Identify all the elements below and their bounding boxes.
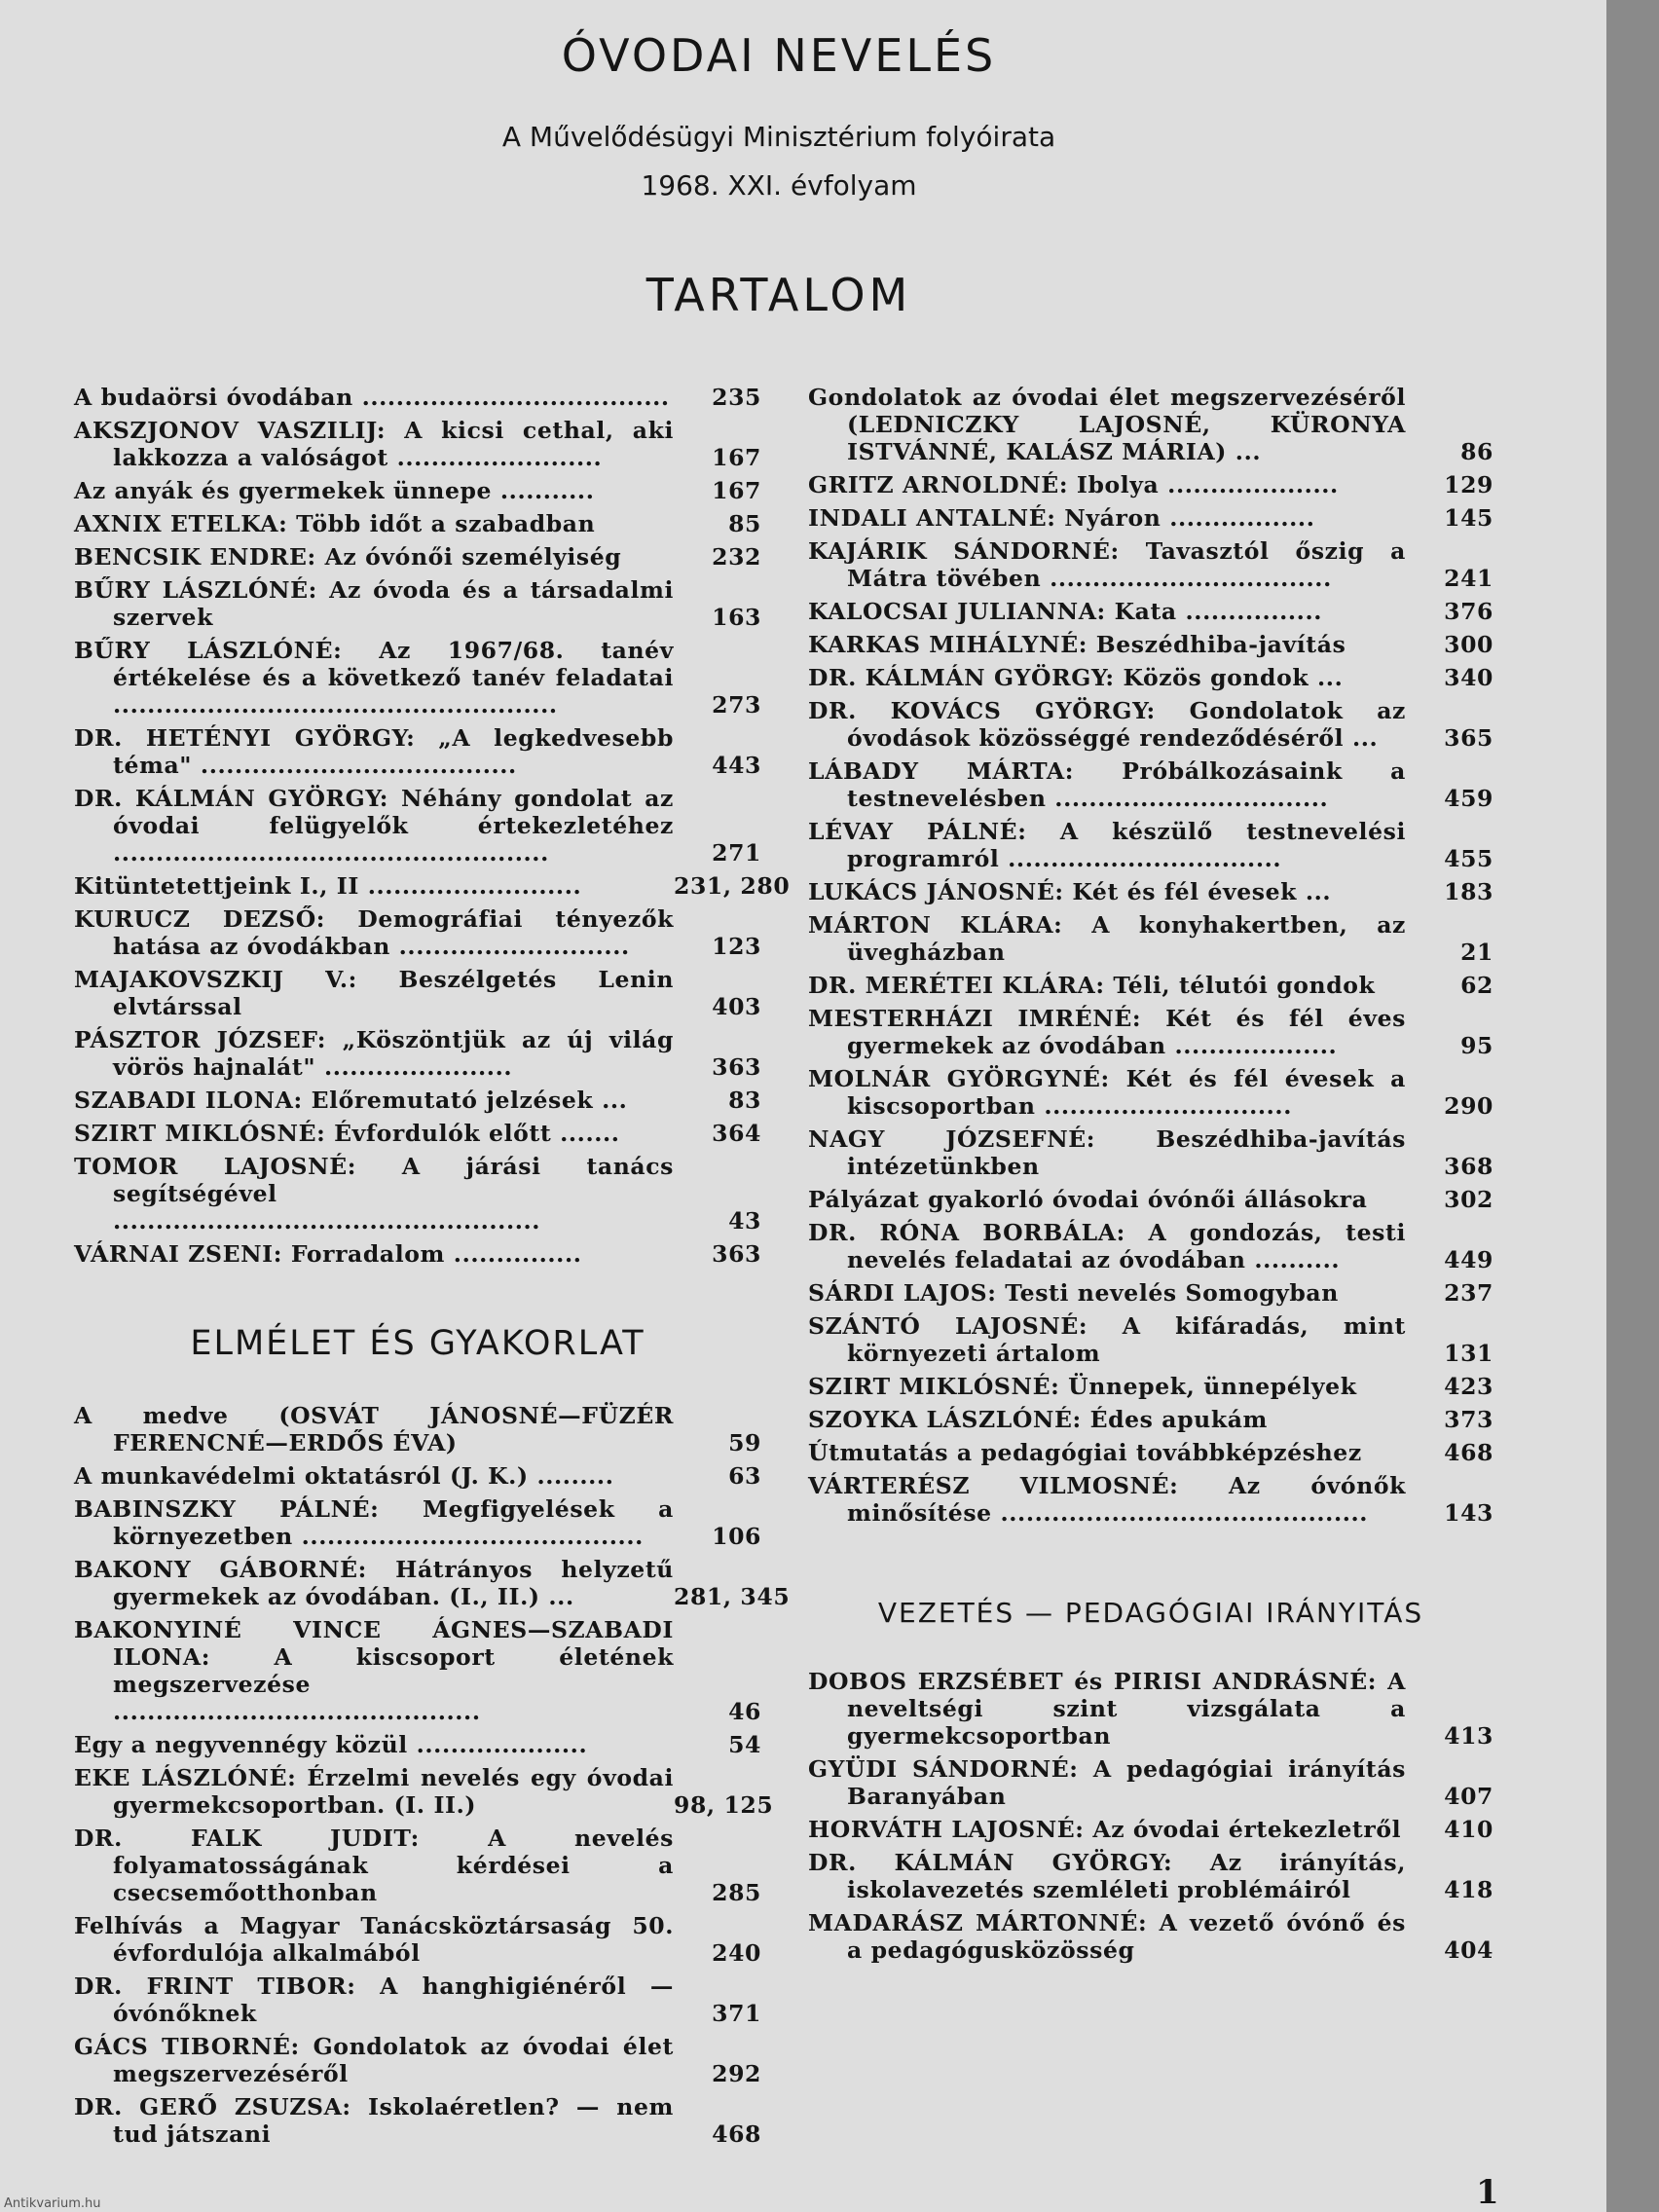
toc-entry bbox=[808, 1755, 1493, 1810]
toc-entry-page: 59 bbox=[728, 1429, 761, 1456]
toc-entry-title: KARKAS MIHÁLYNÉ: Beszédhiba-javítás bbox=[808, 631, 1346, 658]
toc-entry-page: 407 bbox=[1444, 1783, 1493, 1810]
toc-entry-page: 232 bbox=[712, 543, 761, 571]
toc-entry bbox=[74, 966, 761, 1020]
toc-entry-page: 273 bbox=[712, 691, 761, 719]
toc-entry bbox=[808, 384, 1493, 465]
toc-entry-page: 443 bbox=[712, 752, 761, 779]
toc-entry-title: SZABADI ILONA: Előremutató jelzések ... bbox=[74, 1087, 628, 1114]
section-title-vezetes: VEZETÉS — PEDAGÓGIAI IRÁNYITÁS bbox=[877, 1597, 1424, 1629]
toc-entry bbox=[74, 1731, 761, 1758]
toc-entry bbox=[808, 1219, 1493, 1273]
toc-entry bbox=[74, 1087, 761, 1114]
toc-entry-page: 98, 125 bbox=[674, 1791, 774, 1819]
toc-entry-page: 271 bbox=[712, 839, 761, 866]
toc-entry-title: LÉVAY PÁLNÉ: A készülő testnevelési programról ................................ bbox=[808, 818, 1406, 872]
toc-entry-title: SZOYKA LÁSZLÓNÉ: Édes apukám bbox=[808, 1406, 1269, 1433]
toc-entry bbox=[74, 417, 761, 471]
toc-entry-title: SÁRDI LAJOS: Testi nevelés Somogyban bbox=[808, 1279, 1339, 1307]
toc-entry-title: LÁBADY MÁRTA: Próbálkozásaink a testnevelésben ................................ bbox=[808, 757, 1406, 812]
toc-entry bbox=[808, 504, 1493, 532]
toc-entry bbox=[74, 1616, 761, 1725]
toc-entry bbox=[74, 1912, 761, 1967]
toc-entry-page: 241 bbox=[1444, 565, 1493, 592]
toc-entry-page: 376 bbox=[1444, 598, 1493, 625]
toc-entry bbox=[74, 1556, 791, 1610]
toc-entry bbox=[74, 1825, 761, 1906]
toc-entry-title: BAKONY GÁBORNÉ: Hátrányos helyzetű gyermekek az óvodában. (I., II.) ... bbox=[74, 1556, 674, 1610]
toc-entry bbox=[808, 1439, 1493, 1466]
toc-entry-title: DR. KÁLMÁN GYÖRGY: Az irányítás, iskolavezetés szemléleti problémáiról bbox=[808, 1849, 1406, 1903]
toc-entry bbox=[74, 1495, 761, 1550]
toc-entry-page: 455 bbox=[1444, 845, 1493, 872]
toc-entry-title: Pályázat gyakorló óvodai óvónői állásokra bbox=[808, 1186, 1368, 1213]
toc-entry-title: BABINSZKY PÁLNÉ: Megfigyelések a környezetben ........................................ bbox=[74, 1495, 674, 1550]
toc-entry-title: DR. GERŐ ZSUZSA: Iskolaéretlen? — nem tud játszani bbox=[74, 2093, 674, 2148]
toc-entry bbox=[74, 724, 761, 779]
toc-entry bbox=[808, 697, 1493, 752]
toc-entry-page: 365 bbox=[1444, 724, 1493, 752]
toc-entry-title: MOLNÁR GYÖRGYNÉ: Két és fél évesek a kiscsoportban ............................. bbox=[808, 1065, 1406, 1120]
toc-entry-title: DR. HETÉNYI GYÖRGY: „A legkedvesebb téma" ..................................... bbox=[74, 724, 674, 779]
toc-entry-page: 167 bbox=[712, 477, 761, 504]
toc-entry-title: Gondolatok az óvodai élet megszervezéséről (LEDNICZKY LAJOSNÉ, KÜRONYA ISTVÁNNÉ, KALÁSZ MÁRIA) ... bbox=[808, 384, 1406, 465]
toc-entry bbox=[808, 1373, 1493, 1400]
toc-entry-page: 86 bbox=[1460, 438, 1493, 465]
toc-entry-page: 423 bbox=[1444, 1373, 1493, 1400]
toc-entry bbox=[74, 905, 761, 960]
journal-title: ÓVODAI NEVELÉS bbox=[561, 29, 997, 82]
toc-entry bbox=[808, 911, 1493, 966]
toc-entry bbox=[74, 1026, 761, 1081]
toc-entry-title: INDALI ANTALNÉ: Nyáron ................. bbox=[808, 504, 1315, 532]
toc-entry-title: DR. MERÉTEI KLÁRA: Téli, télutói gondok bbox=[808, 972, 1376, 999]
toc-entry-title: DR. FALK JUDIT: A nevelés folyamatosságának kérdései a csecsemőotthonban bbox=[74, 1825, 674, 1906]
toc-entry bbox=[808, 1909, 1493, 1964]
toc-entry-title: KURUCZ DEZSŐ: Demográfiai tényezők hatása az óvodákban ........................... bbox=[74, 905, 674, 960]
toc-entry-page: 449 bbox=[1444, 1246, 1493, 1273]
toc-entry bbox=[74, 785, 761, 866]
toc-entry-page: 131 bbox=[1444, 1340, 1493, 1367]
toc-entry bbox=[808, 818, 1493, 872]
toc-entry-title: VÁRNAI ZSENI: Forradalom ............... bbox=[74, 1240, 582, 1268]
toc-entry bbox=[74, 2093, 761, 2148]
toc-entry-title: SZIRT MIKLÓSNÉ: Évfordulók előtt ....... bbox=[74, 1120, 620, 1147]
toc-entry bbox=[808, 1186, 1493, 1213]
toc-entry bbox=[74, 477, 761, 504]
toc-entry-title: PÁSZTOR JÓZSEF: „Köszöntjük az új világ vörös hajnalát" ...................... bbox=[74, 1026, 674, 1081]
toc-entry-page: 106 bbox=[712, 1523, 761, 1550]
toc-entry bbox=[808, 1065, 1493, 1120]
toc-entry-page: 340 bbox=[1444, 664, 1493, 691]
toc-entry-page: 167 bbox=[712, 444, 761, 471]
watermark-footer: Antikvarium.hu bbox=[4, 2196, 101, 2211]
right-column bbox=[808, 384, 1493, 1970]
page-number: 1 bbox=[1476, 2173, 1499, 2212]
toc-entry-page: 85 bbox=[728, 510, 761, 537]
toc-entry bbox=[808, 598, 1493, 625]
toc-entry-page: 143 bbox=[1444, 1499, 1493, 1527]
toc-entry-title: DR. RÓNA BORBÁLA: A gondozás, testi nevelés feladatai az óvodában .......... bbox=[808, 1219, 1406, 1273]
toc-entry bbox=[808, 1668, 1493, 1750]
toc-entry-page: 145 bbox=[1444, 504, 1493, 532]
toc-entry-title: GYÜDI SÁNDORNÉ: A pedagógiai irányítás Baranyában bbox=[808, 1755, 1406, 1810]
toc-entry bbox=[808, 1472, 1493, 1527]
toc-entry-page: 285 bbox=[712, 1879, 761, 1906]
toc-entry bbox=[808, 1005, 1493, 1059]
toc-entry-title: SZÁNTÓ LAJOSNÉ: A kifáradás, mint környezeti ártalom bbox=[808, 1312, 1406, 1367]
toc-entry bbox=[808, 1312, 1493, 1367]
toc-entry-page: 235 bbox=[712, 384, 761, 411]
toc-entry-page: 373 bbox=[1444, 1406, 1493, 1433]
toc-entry-page: 300 bbox=[1444, 631, 1493, 658]
toc-entry-page: 46 bbox=[728, 1698, 761, 1725]
toc-entry-title: Egy a negyvennégy közül .................... bbox=[74, 1731, 588, 1758]
toc-entry bbox=[74, 1972, 761, 2027]
toc-entry-title: Kitüntetettjeink I., II ......................... bbox=[74, 872, 582, 900]
toc-entry bbox=[74, 510, 761, 537]
toc-entry-title: MADARÁSZ MÁRTONNÉ: A vezető óvónő és a pedagógusközösség bbox=[808, 1909, 1406, 1964]
toc-entry-page: 54 bbox=[728, 1731, 761, 1758]
toc-entry bbox=[74, 1462, 761, 1490]
toc-entry-title: EKE LÁSZLÓNÉ: Érzelmi nevelés egy óvodai gyermekcsoportban. (I. II.) bbox=[74, 1764, 674, 1819]
left-column bbox=[74, 384, 791, 2154]
toc-entry-page: 468 bbox=[712, 2120, 761, 2148]
toc-entry-page: 368 bbox=[1444, 1153, 1493, 1180]
toc-entry-title: BŰRY LÁSZLÓNÉ: Az 1967/68. tanév értékelése és a következő tanév feladatai .................................................... bbox=[74, 637, 674, 719]
toc-entry-title: MAJAKOVSZKIJ V.: Beszélgetés Lenin elvtárssal bbox=[74, 966, 674, 1020]
toc-entry-page: 371 bbox=[712, 2000, 761, 2027]
toc-entry-title: MESTERHÁZI IMRÉNÉ: Két és fél éves gyermekek az óvodában ................... bbox=[808, 1005, 1406, 1059]
toc-entry-page: 183 bbox=[1444, 878, 1493, 905]
toc-entry-title: A munkavédelmi oktatásról (J. K.) ......... bbox=[74, 1462, 614, 1490]
toc-entry-title: AXNIX ETELKA: Több időt a szabadban bbox=[74, 510, 596, 537]
toc-entry-page: 468 bbox=[1444, 1439, 1493, 1466]
toc-entry-page: 129 bbox=[1444, 471, 1493, 498]
toc-entry-page: 237 bbox=[1444, 1279, 1493, 1307]
toc-entry bbox=[808, 972, 1493, 999]
left-list-2 bbox=[74, 1402, 791, 2148]
toc-entry-title: GÁCS TIBORNÉ: Gondolatok az óvodai élet megszervezéséről bbox=[74, 2033, 674, 2087]
toc-entry-page: 281, 345 bbox=[674, 1583, 791, 1610]
toc-entry bbox=[808, 757, 1493, 812]
volume-line: 1968. XXI. évfolyam bbox=[641, 169, 917, 202]
toc-entry-title: Útmutatás a pedagógiai továbbképzéshez bbox=[808, 1439, 1362, 1466]
toc-entry bbox=[808, 1849, 1493, 1903]
toc-entry-title: Felhívás a Magyar Tanácsköztársaság 50. évfordulója alkalmából bbox=[74, 1912, 674, 1967]
toc-entry-page: 240 bbox=[712, 1939, 761, 1967]
toc-entry-page: 63 bbox=[728, 1462, 761, 1490]
right-list-2 bbox=[808, 1668, 1493, 1964]
toc-entry-page: 413 bbox=[1444, 1722, 1493, 1750]
toc-entry-page: 43 bbox=[728, 1207, 761, 1235]
toc-entry bbox=[808, 1816, 1493, 1843]
toc-entry-page: 363 bbox=[712, 1053, 761, 1081]
toc-entry-title: A medve (OSVÁT JÁNOSNÉ—FÜZÉR FERENCNÉ—ERDŐS ÉVA) bbox=[74, 1402, 674, 1456]
toc-entry bbox=[808, 471, 1493, 498]
toc-entry-title: DR. KÁLMÁN GYÖRGY: Néhány gondolat az óvodai felügyelők értekezletéhez ................................................... bbox=[74, 785, 674, 866]
toc-entry-title: AKSZJONOV VASZILIJ: A kicsi cethal, aki lakkozza a valóságot ........................ bbox=[74, 417, 674, 471]
toc-entry-title: VÁRTERÉSZ VILMOSNÉ: Az óvónők minősítése ........................................... bbox=[808, 1472, 1406, 1527]
toc-entry-page: 302 bbox=[1444, 1186, 1493, 1213]
toc-entry bbox=[74, 1764, 774, 1819]
section-title-elmelet: ELMÉLET ÉS GYAKORLAT bbox=[190, 1324, 645, 1363]
toc-entry-title: BENCSIK ENDRE: Az óvónői személyiség bbox=[74, 543, 622, 571]
toc-entry-page: 163 bbox=[712, 604, 761, 631]
toc-entry bbox=[808, 1125, 1493, 1180]
toc-entry-page: 62 bbox=[1460, 972, 1493, 999]
toc-entry-title: NAGY JÓZSEFNÉ: Beszédhiba-javítás intézetünkben bbox=[808, 1125, 1406, 1180]
toc-entry-title: DR. KÁLMÁN GYÖRGY: Közös gondok ... bbox=[808, 664, 1344, 691]
toc-entry-title: Az anyák és gyermekek ünnepe ........... bbox=[74, 477, 595, 504]
toc-entry bbox=[808, 537, 1493, 592]
toc-entry-title: DOBOS ERZSÉBET és PIRISI ANDRÁSNÉ: A neveltségi szint vizsgálata a gyermekcsoportban bbox=[808, 1668, 1406, 1750]
toc-entry-page: 403 bbox=[712, 993, 761, 1020]
toc-entry bbox=[74, 576, 761, 631]
toc-entry-page: 21 bbox=[1460, 939, 1493, 966]
toc-entry-title: DR. KOVÁCS GYÖRGY: Gondolatok az óvodások közösséggé rendeződéséről ... bbox=[808, 697, 1406, 752]
toc-entry-page: 404 bbox=[1444, 1936, 1493, 1964]
toc-entry-page: 418 bbox=[1444, 1876, 1493, 1903]
toc-entry-page: 410 bbox=[1444, 1816, 1493, 1843]
toc-entry bbox=[74, 872, 791, 900]
toc-entry bbox=[808, 1406, 1493, 1433]
toc-entry-title: A budaörsi óvodában .................................... bbox=[74, 384, 670, 411]
toc-entry bbox=[74, 543, 761, 571]
journal-subtitle: A Művelődésügyi Minisztérium folyóirata bbox=[501, 121, 1056, 153]
toc-entry-title: SZIRT MIKLÓSNÉ: Ünnepek, ünnepélyek bbox=[808, 1373, 1357, 1400]
toc-entry-title: DR. FRINT TIBOR: A hanghigiénéről — óvónőknek bbox=[74, 1972, 674, 2027]
page-edge bbox=[1606, 0, 1659, 2212]
toc-entry-title: KALOCSAI JULIANNA: Kata ................ bbox=[808, 598, 1323, 625]
toc-entry bbox=[74, 384, 761, 411]
left-list-1 bbox=[74, 384, 791, 1268]
toc-entry-title: MÁRTON KLÁRA: A konyhakertben, az üvegházban bbox=[808, 911, 1406, 966]
toc-entry-title: BŰRY LÁSZLÓNÉ: Az óvoda és a társadalmi szervek bbox=[74, 576, 674, 631]
toc-entry-page: 83 bbox=[728, 1087, 761, 1114]
toc-entry-page: 290 bbox=[1444, 1092, 1493, 1120]
right-list-1 bbox=[808, 384, 1493, 1527]
toc-entry bbox=[74, 1120, 761, 1147]
toc-entry-page: 292 bbox=[712, 2060, 761, 2087]
toc-entry-title: GRITZ ARNOLDNÉ: Ibolya .................... bbox=[808, 471, 1339, 498]
toc-entry-title: TOMOR LAJOSNÉ: A járási tanács segítségével .................................................. bbox=[74, 1153, 674, 1235]
toc-entry-title: HORVÁTH LAJOSNÉ: Az óvodai értekezletről bbox=[808, 1816, 1402, 1843]
toc-entry-title: LUKÁCS JÁNOSNÉ: Két és fél évesek ... bbox=[808, 878, 1332, 905]
toc-entry bbox=[74, 2033, 761, 2087]
toc-entry bbox=[808, 631, 1493, 658]
toc-entry bbox=[74, 637, 761, 719]
toc-entry bbox=[74, 1402, 761, 1456]
toc-entry bbox=[808, 1279, 1493, 1307]
toc-entry-page: 363 bbox=[712, 1240, 761, 1268]
toc-entry-page: 459 bbox=[1444, 785, 1493, 812]
toc-entry-page: 123 bbox=[712, 933, 761, 960]
toc-entry-title: KAJÁRIK SÁNDORNÉ: Tavasztól őszig a Mátra tövében ................................. bbox=[808, 537, 1406, 592]
toc-entry bbox=[74, 1240, 761, 1268]
toc-entry bbox=[74, 1153, 761, 1235]
toc-entry bbox=[808, 664, 1493, 691]
contents-title: TARTALOM bbox=[645, 269, 912, 321]
toc-entry-title: BAKONYINÉ VINCE ÁGNES—SZABADI ILONA: A kiscsoport életének megszervezése ........................................... bbox=[74, 1616, 674, 1725]
toc-entry bbox=[808, 878, 1493, 905]
toc-entry-page: 364 bbox=[712, 1120, 761, 1147]
toc-entry-page: 231, 280 bbox=[674, 872, 791, 900]
toc-entry-page: 95 bbox=[1460, 1032, 1493, 1059]
